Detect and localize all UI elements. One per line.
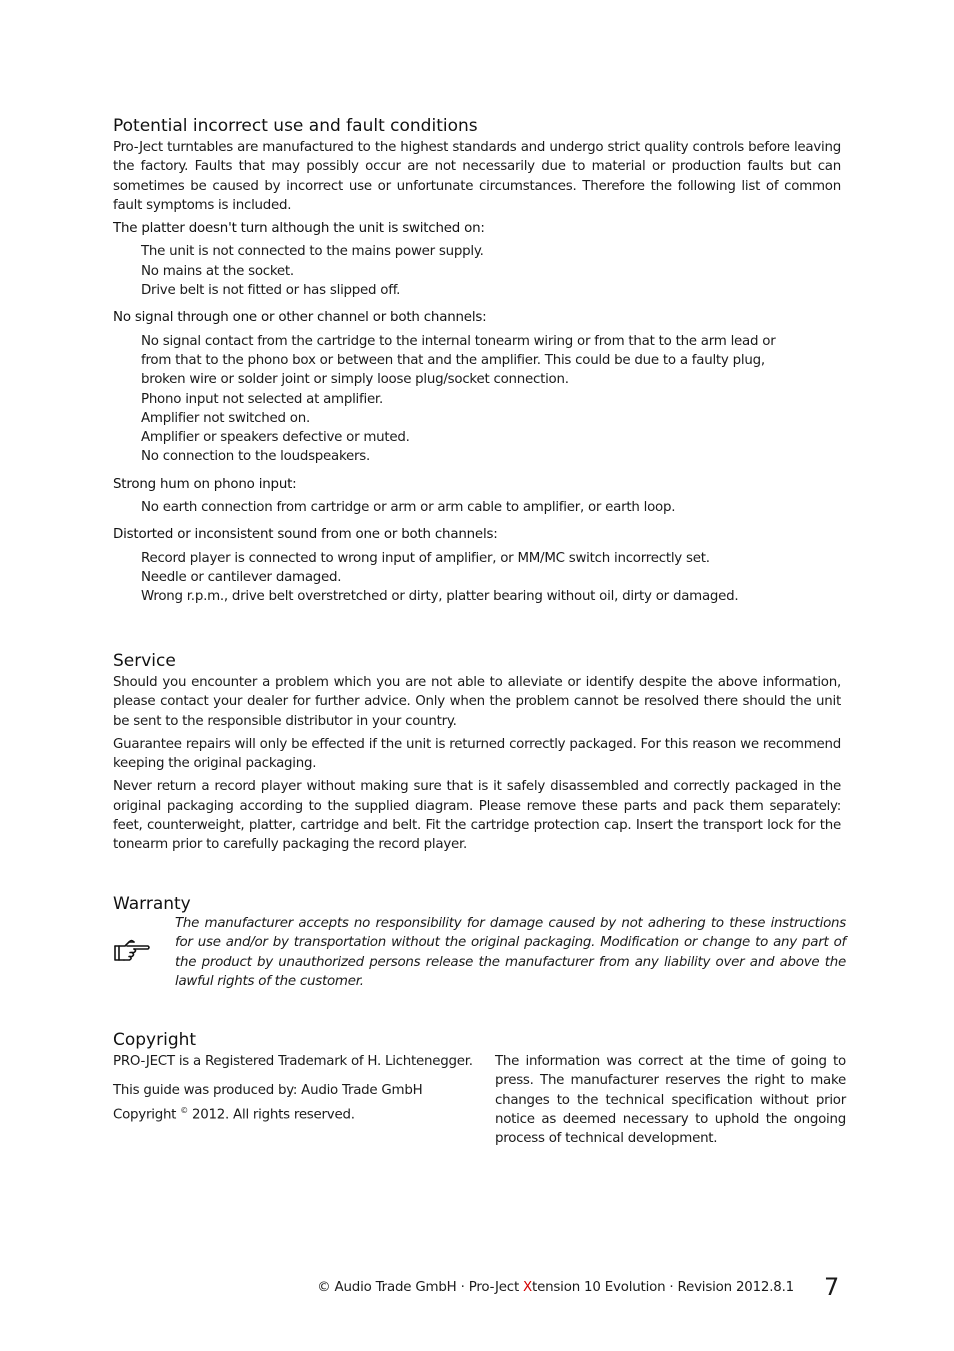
list-item: No earth connection from cartridge or arm or arm cable to amplifier, or earth loop. (141, 500, 676, 516)
copyright-columns (113, 1052, 846, 1148)
copyright-line (113, 1101, 485, 1125)
copyright-suffix: 2012. All rights reserved. (191, 1107, 355, 1123)
trademark-text: PRO-JECT is a Registered Trademark of H. Lichtenegger. (113, 1054, 473, 1069)
footer-prefix: © Audio Trade GmbH · Pro-Ject (317, 1280, 524, 1295)
page-number: 7 (824, 1273, 840, 1301)
footer-suffix: tension 10 Evolution · Revision 2012.8.1 (532, 1280, 794, 1295)
list-item: No connection to the loudspeakers. (141, 449, 371, 465)
fault-heading-platter: The platter doesn't turn although the unit is switched on: (113, 221, 485, 237)
list-item: Record player is connected to wrong input of amplifier, or MM/MC switch incorrectly set. (141, 550, 710, 566)
list-item: Phono input not selected at amplifier. (141, 391, 383, 407)
service-section (113, 649, 841, 859)
list-item: Needle or cantilever damaged. (141, 569, 342, 585)
produced-by-text: This guide was produced by: Audio Trade GmbH (113, 1083, 423, 1099)
list-item: from that to the phono box or between that and the amplifier. This could be due to a faulty plug, (141, 352, 765, 368)
fault-title: Potential incorrect use and fault conditions (113, 116, 478, 136)
list-item: Wrong r.p.m., drive belt overstretched or dirty, platter bearing without oil, dirty or damaged. (141, 589, 739, 605)
copyright-title: Copyright (113, 1030, 197, 1050)
fault-heading-distorted: Distorted or inconsistent sound from one or both channels: (113, 527, 498, 543)
fault-list-hum (113, 498, 841, 517)
fault-intro: Pro-Ject turntables are manufactured to the highest standards and undergo strict quality controls before leaving the factory. Faults that may possibly occur are not necessarily due to material or production faults but can sometimes be caused by incorrect use or unfortunate circumstances. Therefore the following list of common fault symptoms is included. (113, 140, 841, 213)
fault-list-distorted (113, 549, 841, 607)
copyright-left-column (113, 1052, 485, 1148)
list-item: Drive belt is not fitted or has slipped off. (141, 283, 401, 299)
list-item: The unit is not connected to the mains power supply. (141, 244, 484, 260)
list-item: Amplifier not switched on. (141, 410, 310, 426)
copyright-section (113, 1028, 846, 1148)
fault-list-signal (113, 332, 841, 467)
copyright-symbol: © (180, 1105, 188, 1115)
warranty-block (113, 914, 846, 991)
list-item: broken wire or solder joint or simply loose plug/socket connection. (141, 372, 569, 388)
list-item: No mains at the socket. (141, 263, 294, 279)
fault-list-platter (113, 242, 841, 300)
service-title: Service (113, 651, 176, 671)
footer-x-letter: X (523, 1280, 533, 1295)
service-paragraph: Should you encounter a problem which you are not able to alleviate or identify despite the above information, please contact your dealer for further advice. Only when the problem cannot be resolved there should the unit be sent to the responsible distributor in your country. (113, 675, 841, 729)
page-footer (317, 1278, 794, 1298)
fault-heading-signal: No signal through one or other channel or both channels: (113, 310, 487, 326)
list-item: No signal contact from the cartridge to the internal tonearm wiring or from that to the arm lead or (141, 333, 776, 349)
service-paragraph: Guarantee repairs will only be effected if the unit is returned correctly packaged. For this reason we recommend keeping the original packaging. (113, 736, 841, 772)
service-paragraph: Never return a record player without making sure that is it safely disassembled and correctly packaged in the original packaging according to the supplied diagram. Please remove these parts and pack them separately: feet, counterweight, platter, cartridge and belt. Fit the cartridge protection cap. Insert the transport lock for the tonearm prior to carefully packaging the record player. (113, 779, 841, 853)
disclaimer-text: The information was correct at the time of going to press. The manufacturer reserves the right to make changes to the technical specification without prior notice as deemed necessary to uphold the ongoing process of technical development. (495, 1054, 846, 1147)
warranty-title: Warranty (113, 894, 191, 914)
list-item: Amplifier or speakers defective or muted. (141, 430, 410, 446)
copyright-prefix: Copyright (113, 1107, 177, 1123)
warranty-text: The manufacturer accepts no responsibility for damage caused by not adhering to these instructions for use and/or by transportation without the original packaging. Modification or change to any part of the product by unauthorized persons release the manufacturer from any liability over and above the lawful rights of the customer. (175, 916, 846, 989)
warranty-section (113, 892, 846, 991)
pointing-hand-icon (113, 934, 151, 966)
fault-section (113, 114, 841, 607)
fault-heading-hum: Strong hum on phono input: (113, 476, 297, 492)
